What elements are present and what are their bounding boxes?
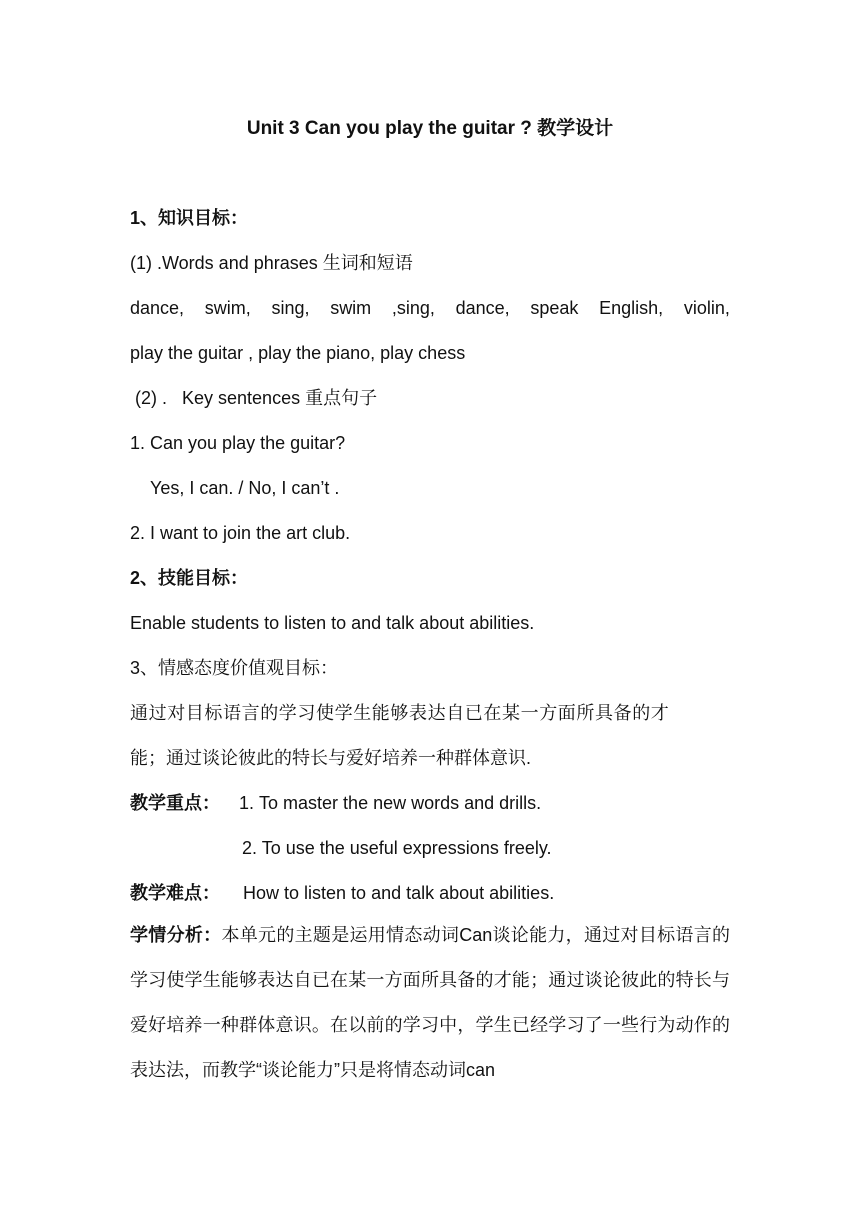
- words-phrases-subheading: (1) .Words and phrases 生词和短语: [130, 253, 413, 273]
- word: swim: [330, 298, 372, 318]
- key-points-item-2: 2. To use the useful expressions freely.: [242, 838, 552, 858]
- word: sing,: [271, 298, 310, 318]
- analysis-paragraph: [130, 913, 730, 1093]
- word: ,sing,: [391, 298, 435, 318]
- document-title: Unit 3 Can you play the guitar ? 教学设计: [246, 118, 614, 139]
- key-points-label: 教学重点：: [130, 793, 220, 813]
- section3-line-1: 通过对目标语言的学习使学生能够表达自已在某一方面所具备的才: [130, 703, 670, 723]
- words-line-1: [130, 296, 730, 320]
- words-line-2: play the guitar , play the piano, play chess: [130, 343, 466, 363]
- analysis-label: 学情分析：: [130, 925, 222, 945]
- key-points-item-1: 1. To master the new words and drills.: [239, 793, 542, 813]
- sentence-2: 2. I want to join the art club.: [130, 523, 351, 543]
- word: dance,: [130, 298, 185, 318]
- word: violin,: [683, 298, 730, 318]
- section2-text: Enable students to listen to and talk about abilities.: [130, 613, 535, 633]
- difficulty-row: [130, 881, 554, 905]
- key-sentences-subheading: (2) . Key sentences 重点句子: [130, 388, 378, 408]
- analysis-text: 本单元的主题是运用情态动词Can谈论能力，通过对目标语言的学习使学生能够表达自已在某一方面所具备的才能；通过谈论彼此的特长与爱好培养一种群体意识。在以前的学习中，学生已经学习了一些行为动作的表达法，而教学“谈论能力”只是将情态动词can: [130, 925, 730, 1080]
- word: English,: [599, 298, 664, 318]
- word: dance,: [455, 298, 510, 318]
- difficulty-label: 教学难点：: [130, 883, 220, 903]
- key-points-row: [130, 791, 541, 815]
- section1-heading: 1、知识目标：: [130, 208, 249, 228]
- section3-heading: 3、情感态度价值观目标：: [130, 658, 339, 678]
- word: swim,: [204, 298, 251, 318]
- sentence-1-answer: Yes, I can. / No, I can’t .: [150, 478, 340, 498]
- word: speak: [530, 298, 579, 318]
- sentence-1: 1. Can you play the guitar?: [130, 433, 346, 453]
- section2-heading: 2、技能目标：: [130, 568, 249, 588]
- difficulty-text: How to listen to and talk about abilities.: [243, 883, 555, 903]
- section3-line-2: 能；通过谈论彼此的特长与爱好培养一种群体意识.: [130, 748, 531, 768]
